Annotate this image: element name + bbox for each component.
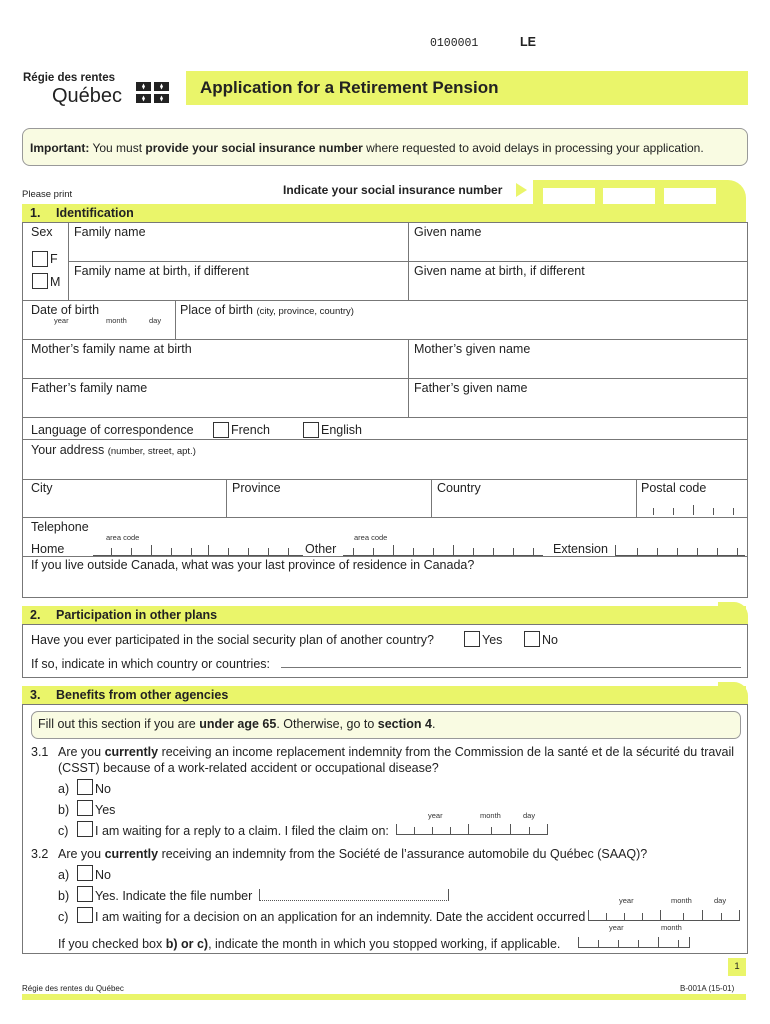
pob-label: Place of birth [180,303,253,317]
important-notice [22,128,748,166]
q32-date-month: month [671,896,692,905]
other-plan-no-checkbox[interactable] [524,631,540,647]
other-phone-label: Other [305,542,337,556]
q31-date-month: month [480,811,501,820]
q31-c-letter: c) [58,824,69,838]
telephone-label: Telephone [31,520,89,534]
note-text-3: . [431,717,436,731]
q32-yes-label: Yes. Indicate the file number [95,889,253,903]
father-given-label: Father’s given name [414,381,528,395]
org-name-line2: Québec [52,85,123,107]
footer-org: Régie des rentes du Québec [22,984,124,993]
postal-code-label: Postal code [641,481,707,495]
other-plan-question: Have you ever participated in the social security plan of another country? [31,633,435,647]
home-area-code-label: area code [106,533,140,542]
language-english-label: English [321,423,362,437]
org-logo [22,70,174,110]
postal-code-field[interactable] [643,508,743,516]
other-plan-no-label: No [542,633,558,647]
q32-note-bold: b) or c) [165,937,209,951]
dob-month: month [106,316,127,325]
org-name-line1: Régie des rentes [23,72,116,84]
dob-day: day [149,316,162,325]
country-label: Country [437,481,481,495]
q31-number: 3.1 [31,745,49,759]
q31-text-b: receiving an income replacement indemnity from the Commission de la santé et de la sécurité du travail [161,745,735,759]
section-1-body [22,222,748,598]
q31-date-year: year [428,811,443,820]
note-bold-2: section 4 [377,717,432,731]
q32-text-a: Are you [58,847,102,861]
section-3-header [22,686,746,704]
section-1-title: Identification [56,206,134,220]
sex-female-checkbox[interactable] [32,251,48,267]
mother-given-label: Mother’s given name [414,342,531,356]
dob-year: year [54,316,69,325]
note-text-1: Fill out this section if you are [38,717,196,731]
sex-male-checkbox[interactable] [32,273,48,289]
home-phone-field[interactable] [93,545,303,556]
other-phone-field[interactable] [343,545,543,556]
q31-date-day: day [523,811,536,820]
q32-c-letter: c) [58,910,69,924]
q31-no-checkbox[interactable] [77,779,93,795]
q31-text-a: Are you [58,745,102,759]
q32-text-b: receiving an indemnity from the Société de l’assurance automobile du Québec (SAAQ)? [161,847,648,861]
q31-yes-label: Yes [95,803,116,817]
given-name-birth-label: Given name at birth, if different [414,264,585,278]
q32-a-letter: a) [58,868,70,882]
sex-female-label: F [50,252,58,266]
q32-bold: currently [104,847,159,861]
sex-label: Sex [31,225,53,239]
q31-b-letter: b) [58,803,70,817]
q31-claim-date-field[interactable] [396,824,548,835]
important-text-1: You must [92,141,143,155]
pob-hint: (city, province, country) [256,306,354,317]
q32-b-letter: b) [58,889,70,903]
q32-stop-year: year [609,923,624,932]
important-bold: provide your social insurance number [145,141,363,155]
footer-bar [22,994,746,1000]
section-1-header [22,204,746,222]
q32-date-day: day [714,896,727,905]
q31-bold: currently [104,745,159,759]
q32-accident-date-field[interactable] [588,910,740,921]
mother-family-label: Mother’s family name at birth [31,342,192,356]
page-number: 1 [728,958,746,976]
father-family-label: Father’s family name [31,381,148,395]
form-number: 0100001 [430,37,479,50]
language-french-label: French [231,423,270,437]
q32-waiting-checkbox[interactable] [77,907,93,923]
other-plan-yes-checkbox[interactable] [464,631,480,647]
which-countries-label: If so, indicate in which country or countries: [31,657,271,671]
q32-no-label: No [95,868,111,882]
q32-note-text-2: , indicate the month in which you stopped working, if applicable. [208,937,561,951]
title-bar [186,71,748,105]
family-name-birth-label: Family name at birth, if different [74,264,249,278]
family-name-label: Family name [74,225,146,239]
extension-field[interactable] [615,545,745,556]
q32-no-checkbox[interactable] [77,865,93,881]
which-countries-field[interactable] [281,667,741,668]
arrow-right-icon [516,183,527,197]
section-3-number: 3. [30,688,41,702]
city-label: City [31,481,53,495]
important-text-2: where requested to avoid delays in processing your application. [366,141,704,155]
section-2-number: 2. [30,608,41,622]
section-3-title: Benefits from other agencies [56,688,229,702]
section-2-header [22,606,746,624]
section-3-body [22,704,748,954]
q32-stop-month: month [661,923,682,932]
q31-a-letter: a) [58,782,70,796]
given-name-label: Given name [414,225,482,239]
address-hint: (number, street, apt.) [107,446,196,457]
sin-label: Indicate your social insurance number [283,183,503,197]
q32-waiting-label: I am waiting for a decision on an application for an indemnity. Date the accident occurred [95,910,586,924]
form-code: LE [520,35,536,49]
q32-stop-month-field[interactable] [578,937,690,948]
q31-text-c: (CSST) because of a work-related accident or occupational disease? [58,761,439,775]
q31-yes-checkbox[interactable] [77,800,93,816]
q32-note-text-1: If you checked box [58,937,163,951]
other-area-code-label: area code [354,533,388,542]
q31-waiting-label: I am waiting for a reply to a claim. I filed the claim on: [95,824,389,838]
q32-file-number-field[interactable] [259,889,449,901]
dob-label: Date of birth [31,303,100,317]
section-2-body [22,624,748,678]
outside-canada-label: If you live outside Canada, what was your last province of residence in Canada? [31,558,475,572]
section-2-title: Participation in other plans [56,608,218,622]
province-label: Province [232,481,281,495]
section-1-number: 1. [30,206,41,220]
other-plan-yes-label: Yes [482,633,503,647]
q32-number: 3.2 [31,847,49,861]
language-french-checkbox[interactable] [213,422,229,438]
home-phone-label: Home [31,542,65,556]
q31-no-label: No [95,782,111,796]
language-english-checkbox[interactable] [303,422,319,438]
footer-code: B-001A (15-01) [680,984,735,993]
page-title: Application for a Retirement Pension [200,78,499,97]
note-bold-1: under age 65 [199,717,277,731]
extension-label: Extension [553,542,608,556]
q32-date-year: year [619,896,634,905]
please-print: Please print [22,189,73,200]
address-label: Your address [31,443,105,457]
important-label: Important: [30,141,90,155]
q32-yes-checkbox[interactable] [77,886,93,902]
sex-male-label: M [50,275,61,289]
language-label: Language of correspondence [31,423,194,437]
note-text-2: . Otherwise, go to [276,717,375,731]
section-3-note [31,711,741,739]
q31-waiting-checkbox[interactable] [77,821,93,837]
quebec-flag-icon [136,82,170,104]
